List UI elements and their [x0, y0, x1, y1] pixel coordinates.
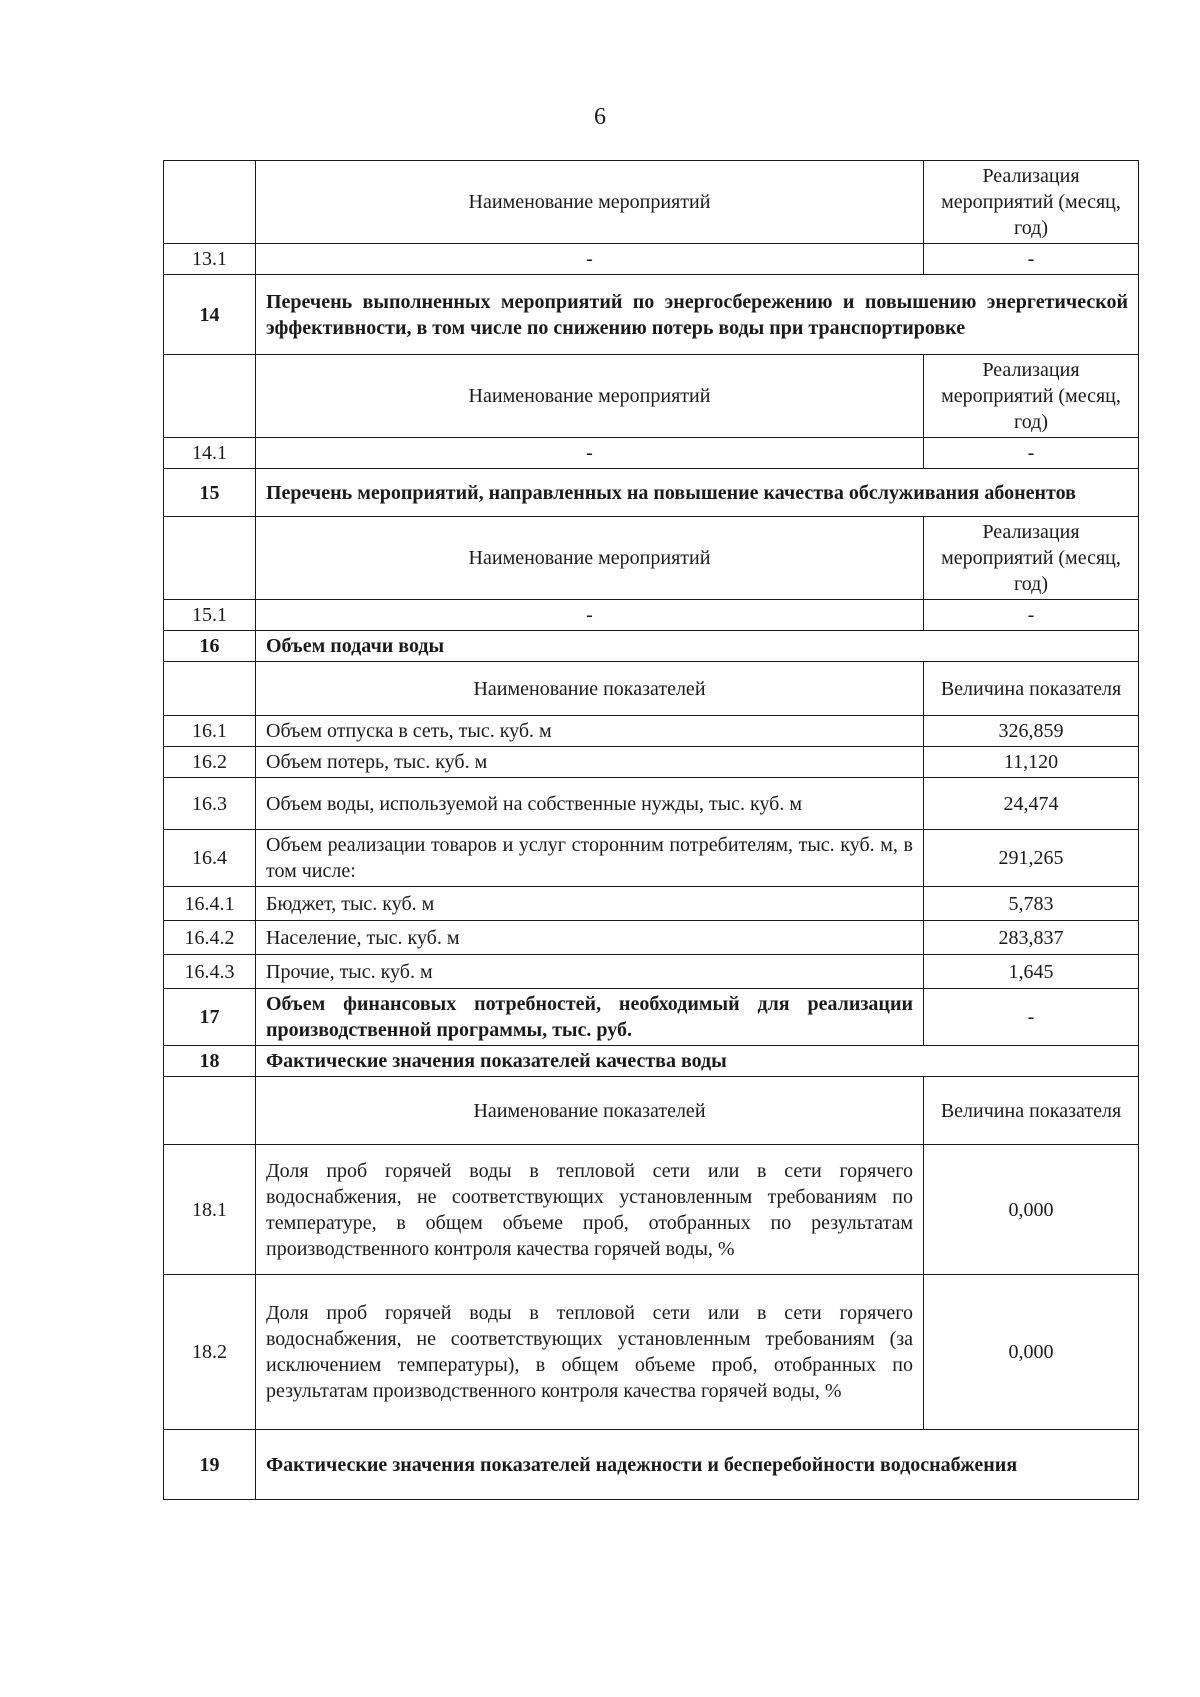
- item-number: 15.1: [164, 600, 256, 631]
- section-number: 18: [164, 1046, 256, 1077]
- header-number-cell: [164, 517, 256, 600]
- table-row: [164, 778, 1139, 830]
- table-row: [164, 1275, 1139, 1430]
- item-value: 326,859: [924, 716, 1139, 747]
- table-row: [164, 275, 1139, 355]
- item-value: -: [924, 600, 1139, 631]
- section-title: Перечень выполненных мероприятий по энергосбережению и повышению энергетической эффективности, в том числе по снижению потерь воды при транспортировке: [256, 275, 1139, 355]
- section-title: Фактические значения показателей качества воды: [256, 1046, 1139, 1077]
- table-row: [164, 244, 1139, 275]
- table-row: [164, 887, 1139, 921]
- item-name: Население, тыс. куб. м: [256, 921, 924, 955]
- item-value: 1,645: [924, 955, 1139, 989]
- item-value: 11,120: [924, 747, 1139, 778]
- item-value: -: [924, 244, 1139, 275]
- section-number: 15: [164, 469, 256, 517]
- item-name: -: [256, 438, 924, 469]
- section-title: Объем подачи воды: [256, 631, 1139, 662]
- table-row: [164, 469, 1139, 517]
- section-title: Перечень мероприятий, направленных на повышение качества обслуживания абонентов: [256, 469, 1139, 517]
- column-header-value: Реализация мероприятий (месяц, год): [924, 517, 1139, 600]
- table-row: [164, 1077, 1139, 1145]
- column-header-value: Реализация мероприятий (месяц, год): [924, 161, 1139, 244]
- header-number-cell: [164, 662, 256, 716]
- column-header-value: Величина показателя: [924, 1077, 1139, 1145]
- table-row: [164, 955, 1139, 989]
- item-name: Бюджет, тыс. куб. м: [256, 887, 924, 921]
- item-name: Доля проб горячей воды в тепловой сети или в сети горячего водоснабжения, не соответствующих установленным требованиям по температуре, в общем объеме проб, отобранных по результатам производственного контроля качества горячей воды, %: [256, 1145, 924, 1275]
- table-row: [164, 921, 1139, 955]
- item-number: 16.4.3: [164, 955, 256, 989]
- table-row: [164, 1145, 1139, 1275]
- header-number-cell: [164, 1077, 256, 1145]
- item-number: 18.2: [164, 1275, 256, 1430]
- item-number: 16.4.2: [164, 921, 256, 955]
- column-header-name: Наименование мероприятий: [256, 517, 924, 600]
- table-row: [164, 161, 1139, 244]
- program-table: [163, 160, 1139, 1500]
- column-header-name: Наименование мероприятий: [256, 355, 924, 438]
- indicator-value: -: [924, 989, 1139, 1046]
- table-row: [164, 662, 1139, 716]
- item-value: 24,474: [924, 778, 1139, 830]
- item-name: Объем потерь, тыс. куб. м: [256, 747, 924, 778]
- item-name: -: [256, 244, 924, 275]
- section-number: 19: [164, 1430, 256, 1500]
- item-name: Доля проб горячей воды в тепловой сети или в сети горячего водоснабжения, не соответствующих установленным требованиям (за исключением температуры), в общем объеме проб, отобранных по результатам производственного контроля качества горячей воды, %: [256, 1275, 924, 1430]
- item-name: -: [256, 600, 924, 631]
- item-number: 16.1: [164, 716, 256, 747]
- column-header-value: Величина показателя: [924, 662, 1139, 716]
- section-title: Фактические значения показателей надежности и бесперебойности водоснабжения: [256, 1430, 1139, 1500]
- item-number: 14.1: [164, 438, 256, 469]
- header-number-cell: [164, 355, 256, 438]
- item-number: 16.3: [164, 778, 256, 830]
- table-row: [164, 517, 1139, 600]
- column-header-name: Наименование показателей: [256, 662, 924, 716]
- item-value: 5,783: [924, 887, 1139, 921]
- table-row: [164, 600, 1139, 631]
- column-header-name: Наименование мероприятий: [256, 161, 924, 244]
- item-value: 0,000: [924, 1145, 1139, 1275]
- item-name: Объем отпуска в сеть, тыс. куб. м: [256, 716, 924, 747]
- section-number: 14: [164, 275, 256, 355]
- table-row: [164, 1430, 1139, 1500]
- item-number: 16.2: [164, 747, 256, 778]
- table-row: [164, 438, 1139, 469]
- item-number: 13.1: [164, 244, 256, 275]
- section-title: Объем финансовых потребностей, необходимый для реализации производственной программы, тыс. руб.: [256, 989, 924, 1046]
- item-value: 0,000: [924, 1275, 1139, 1430]
- section-number: 17: [164, 989, 256, 1046]
- page-number: 6: [594, 104, 606, 130]
- item-number: 16.4.1: [164, 887, 256, 921]
- table-row: [164, 747, 1139, 778]
- item-name: Объем реализации товаров и услуг сторонним потребителям, тыс. куб. м, в том числе:: [256, 830, 924, 887]
- table-row: [164, 631, 1139, 662]
- item-value: -: [924, 438, 1139, 469]
- item-name: Объем воды, используемой на собственные нужды, тыс. куб. м: [256, 778, 924, 830]
- item-value: 283,837: [924, 921, 1139, 955]
- table-row: [164, 989, 1139, 1046]
- item-value: 291,265: [924, 830, 1139, 887]
- column-header-name: Наименование показателей: [256, 1077, 924, 1145]
- table-row: [164, 355, 1139, 438]
- header-number-cell: [164, 161, 256, 244]
- item-number: 18.1: [164, 1145, 256, 1275]
- table-row: [164, 830, 1139, 887]
- item-number: 16.4: [164, 830, 256, 887]
- table-row: [164, 716, 1139, 747]
- section-number: 16: [164, 631, 256, 662]
- item-name: Прочие, тыс. куб. м: [256, 955, 924, 989]
- column-header-value: Реализация мероприятий (месяц, год): [924, 355, 1139, 438]
- table-row: [164, 1046, 1139, 1077]
